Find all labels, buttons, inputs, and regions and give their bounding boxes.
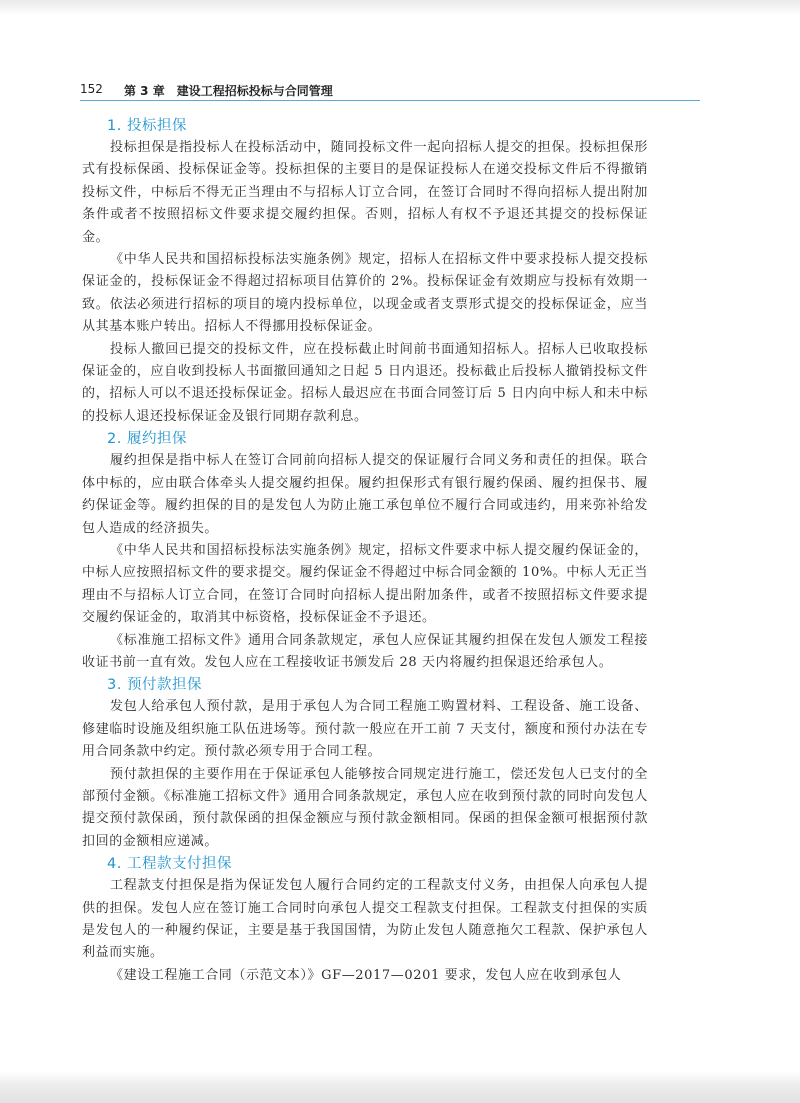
paragraph: 工程款支付担保是指为保证发包人履行合同约定的工程款支付义务，由担保人向承包人提供的担保。发包人应在签订施工合同时向承包人提交工程款支付担保。工程款支付担保的实质是发包人的一种履约保证，主要是基于我国国情，为防止发包人随意拖欠工程款、保护承包人利益而实施。 [82, 878, 648, 961]
paragraph: 预付款担保的主要作用在于保证承包人能够按合同规定进行施工，偿还发包人已支付的全部预付金额。《标准施工招标文件》通用合同条款规定，承包人应在收到预付款的同时向发包人提交预付款保函，预付款保函的担保金额应与预付款金额相同。保函的担保金额可根据预付款扣回的金额相应递减。 [82, 766, 648, 849]
paragraph: 《中华人民共和国招标投标法实施条例》规定，招标文件要求中标人提交履约保证金的，中标人应按照招标文件的要求提交。履约保证金不得超过中标合同金额的 10%。中标人无正当理由不与招标人订立合同，在签订合同时向招标人提出附加条件，或者不按照招标文件要求提交履约保证金的，取消其中标资格，投标保证金不予退还。 [82, 542, 648, 626]
page-number: 152 [80, 82, 103, 96]
paragraph: 《建设工程施工合同（示范文本）》GF—2017—0201 要求，发包人应在收到承包人 [110, 967, 622, 983]
section-heading: 1. 投标担保 [107, 118, 187, 134]
paragraph: 《标准施工招标文件》通用合同条款规定，承包人应保证其履约担保在发包人颁发工程接收证书前一直有效。发包人应在工程接收证书颁发后 28 天内将履约担保退还给承包人。 [82, 632, 648, 670]
paragraph: 《中华人民共和国招标投标法实施条例》规定，招标人在招标文件中要求投标人提交投标保证金的，投标保证金不得超过招标项目估算价的 2%。投标保证金有效期应与投标有效期一致。依法必须进行招标的项目的境内投标单位，以现金或者支票形式提交的投标保证金，应当从其基本账户转出。招标人不得挪用投标保证金。 [82, 252, 648, 335]
section-heading: 3. 预付款担保 [107, 677, 202, 694]
paragraph: 发包人给承包人预付款，是用于承包人为合同工程施工购置材料、工程设备、施工设备、修建临时设施及组织施工队伍进场等。预付款一般应在开工前 7 天支付，额度和预付办法在专用合同条款中约定。预付款必须专用于合同工程。 [82, 699, 648, 760]
page-header [80, 80, 700, 102]
paragraph: 履约担保是指中标人在签订合同前向招标人提交的保证履行合同义务和责任的担保。联合体中标的，应由联合体牵头人提交履约担保。履约担保形式有银行履约保函、履约担保书、履约保证金等。履约担保的目的是发包人为防止施工承包单位不履行合同或违约，用来弥补给发包人造成的经济损失。 [82, 453, 648, 536]
section-heading: 4. 工程款支付担保 [107, 856, 232, 873]
section-heading: 2. 履约担保 [107, 431, 187, 448]
header-rule [80, 100, 700, 101]
paragraph: 投标担保是指投标人在投标活动中，随同投标文件一起向招标人提交的担保。投标担保形式有投标保函、投标保证金等。投标担保的主要目的是保证投标人在递交投标文件后不得撤销投标文件，中标后不得无正当理由不与招标人订立合同，在签订合同时不得向招标人提出附加条件或者不按照招标文件要求提交履约担保。否则，招标人有权不予退还其提交的投标保证金。 [82, 140, 648, 245]
paragraph: 投标人撤回已提交的投标文件，应在投标截止时间前书面通知招标人。招标人已收取投标保证金的，应自收到投标人书面撤回通知之日起 5 日内退还。投标截止后投标人撤销投标文件的，招标人可以不退还投标保证金。招标人最迟应在书面合同签订后 5 日内向中标人和未中标的投标人退还投标保证金及银行同期存款利息。 [82, 341, 648, 424]
chapter-title: 第 3 章 建设工程招标投标与合同管理 [124, 84, 333, 98]
scan-bottom-edge [0, 1072, 800, 1103]
page-body [82, 115, 648, 987]
scan-top-edge [0, 0, 800, 16]
